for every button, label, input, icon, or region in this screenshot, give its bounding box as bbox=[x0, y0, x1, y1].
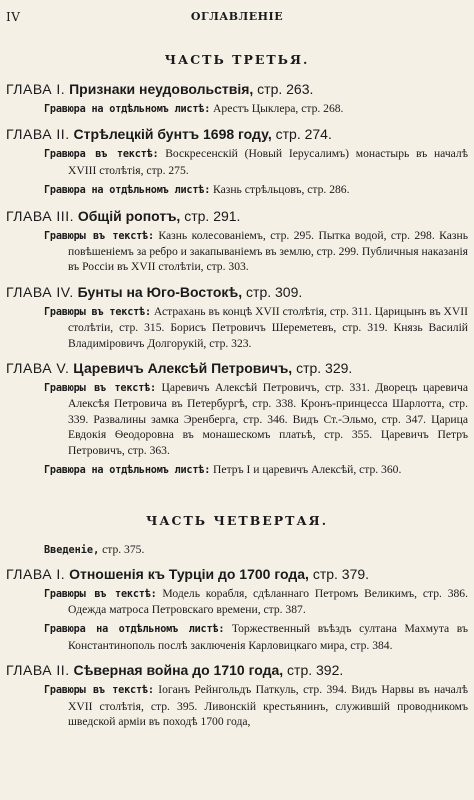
illustration-entry bbox=[44, 462, 468, 478]
chapter-heading bbox=[6, 565, 468, 583]
chapter-title: Отношенiя къ Турцiи до 1700 года, bbox=[69, 565, 309, 582]
chapter-title: Бунты на Юго-Востокѣ, bbox=[77, 283, 243, 300]
chapter-heading bbox=[6, 125, 468, 143]
chapter-entry bbox=[6, 207, 468, 275]
chapter-title: Сѣверная война до 1710 года, bbox=[73, 662, 284, 679]
running-title: ОГЛАВЛЕНIЕ bbox=[190, 10, 284, 23]
page-header bbox=[6, 6, 468, 24]
illustration-label: Гравюры въ текстѣ: bbox=[44, 588, 157, 600]
illustration-label: Гравюра на отдѣльномъ листѣ: bbox=[44, 185, 211, 197]
chapter-entry bbox=[6, 359, 468, 478]
chapter-page: стр. 263. bbox=[257, 81, 314, 97]
illustration-entry bbox=[44, 228, 468, 275]
illustration-label: Гравюры въ текстѣ: bbox=[44, 685, 154, 697]
part-four bbox=[6, 513, 468, 730]
illustration-entry bbox=[44, 304, 468, 351]
chapter-heading bbox=[6, 80, 468, 98]
illustration-text: Торжественный въѣздъ султана Махмута въ Константинополь послѣ заключенiя Карловицкаго мира, стр. 384. bbox=[68, 622, 468, 652]
chapter-entry bbox=[6, 80, 468, 117]
chapter-number: ГЛАВА IV. bbox=[6, 283, 74, 300]
chapter-number: ГЛАВА II. bbox=[6, 126, 70, 143]
illustration-label: Гравюра на отдѣльномъ листѣ: bbox=[44, 465, 211, 477]
illustration-label: Гравюры въ текстѣ: bbox=[44, 230, 154, 242]
part-three bbox=[6, 52, 468, 479]
illustration-label: Гравюра на отдѣльномъ листѣ: bbox=[44, 104, 211, 115]
illustration-label: Гравюры въ текстѣ: bbox=[44, 306, 151, 318]
illustration-text: Царевичъ Алексѣй Петровичъ, стр. 331. Дворецъ царевича Алексѣя Петровича въ Петербургѣ, стр. 338. Кронъ-принцесса Шарлотта, стр. 339. Развалины замка Эренберга, стр. 346. Видъ Ст.-Эльмо, стр. 347. Царица Евдокiя Ѳеодоровна въ монашескомъ платьѣ, стр. 355. Царевичъ Петръ Петровичъ, стр. 363. bbox=[68, 381, 468, 457]
introduction-entry bbox=[44, 542, 468, 558]
chapter-number: ГЛАВА II. bbox=[6, 662, 70, 679]
part-title: ЧАСТЬ ЧЕТВЕРТАЯ. bbox=[145, 512, 329, 528]
part-title: ЧАСТЬ ТРЕТЬЯ. bbox=[164, 52, 310, 67]
illustration-text: Казнь колесованiемъ, стр. 295. Пытка водой, стр. 298. Казнь повѣшенiемъ за ребро и закапыванiемъ въ землю, стр. 299. Публичныя наказанiя въ Россiи въ XVII столѣтiи, стр. 303. bbox=[68, 228, 468, 274]
chapter-heading bbox=[6, 283, 468, 301]
chapter-entry bbox=[6, 565, 468, 654]
illustration-label: Гравюра на отдѣльномъ листѣ: bbox=[44, 624, 225, 636]
chapter-title: Царевичъ Алексѣй Петровичъ, bbox=[73, 360, 293, 377]
illustration-text: Казнь стрѣльцовъ, стр. 286. bbox=[213, 183, 350, 197]
illustration-text: Воскресенскiй (Новый Iерусалимъ) монастырь въ началѣ XVIII столѣтiя, стр. 275. bbox=[68, 147, 468, 177]
chapter-number: ГЛАВА I. bbox=[6, 565, 66, 582]
chapter-title: Общiй ропотъ, bbox=[77, 207, 181, 224]
illustration-entry bbox=[44, 182, 468, 198]
illustration-text: Петръ I и царевичъ Алексѣй, стр. 360. bbox=[213, 463, 402, 477]
illustration-entry bbox=[44, 101, 468, 117]
chapter-title: Стрѣлецкiй бунтъ 1698 году, bbox=[73, 126, 272, 143]
illustration-entry bbox=[44, 682, 468, 729]
illustration-text: Арестъ Цыклера, стр. 268. bbox=[213, 102, 344, 115]
illustration-text: Модель корабля, сдѣланнаго Петромъ Великимъ, стр. 386. Одежда матроса Петровскаго времени, стр. 387. bbox=[68, 586, 468, 616]
chapter-entry bbox=[6, 125, 468, 198]
page-number: IV bbox=[6, 10, 21, 24]
chapter-entry bbox=[6, 661, 468, 729]
chapter-page: стр. 274. bbox=[275, 126, 332, 143]
chapter-heading bbox=[6, 359, 468, 377]
illustration-label: Гравюра въ текстѣ: bbox=[44, 149, 159, 161]
illustration-entry bbox=[44, 380, 468, 458]
illustration-text: Астрахань въ концѣ XVII столѣтiя, стр. 311. Царицынъ въ XVII столѣтiи, стр. 315. Борисъ Петровичъ Шереметевъ, стр. 319. Князь Василiй Владимiровичъ Долгорукiй, стр. 323. bbox=[68, 304, 468, 350]
chapter-page: стр. 392. bbox=[287, 662, 344, 679]
illustration-text: Iоганъ Рейнгольдъ Паткуль, стр. 394. Видъ Нарвы въ началѣ XVII столѣтiя, стр. 395. Ливонскiй крестьянинъ, служившiй проводникомъ шведской армiи въ походѣ 1700 года, bbox=[68, 683, 469, 728]
illustration-entry bbox=[44, 146, 468, 178]
introduction-label: Введенiе, bbox=[44, 544, 100, 556]
chapter-entry bbox=[6, 283, 468, 351]
chapter-number: ГЛАВА III. bbox=[6, 207, 74, 224]
illustration-entry bbox=[44, 586, 468, 618]
chapter-page: стр. 309. bbox=[246, 283, 303, 300]
chapter-title: Признаки неудовольствiя, bbox=[69, 81, 254, 97]
table-of-contents bbox=[6, 52, 468, 729]
illustration-entry bbox=[44, 621, 468, 653]
chapter-number: ГЛАВА V. bbox=[6, 360, 70, 377]
chapter-heading bbox=[6, 661, 468, 679]
illustration-label: Гравюры въ текстѣ: bbox=[44, 383, 156, 395]
chapter-page: стр. 291. bbox=[184, 207, 241, 224]
chapter-page: стр. 329. bbox=[296, 360, 353, 377]
introduction-page: стр. 375. bbox=[102, 542, 145, 556]
chapter-page: стр. 379. bbox=[312, 565, 370, 582]
chapter-number: ГЛАВА I. bbox=[6, 81, 66, 97]
chapter-heading bbox=[6, 207, 468, 225]
